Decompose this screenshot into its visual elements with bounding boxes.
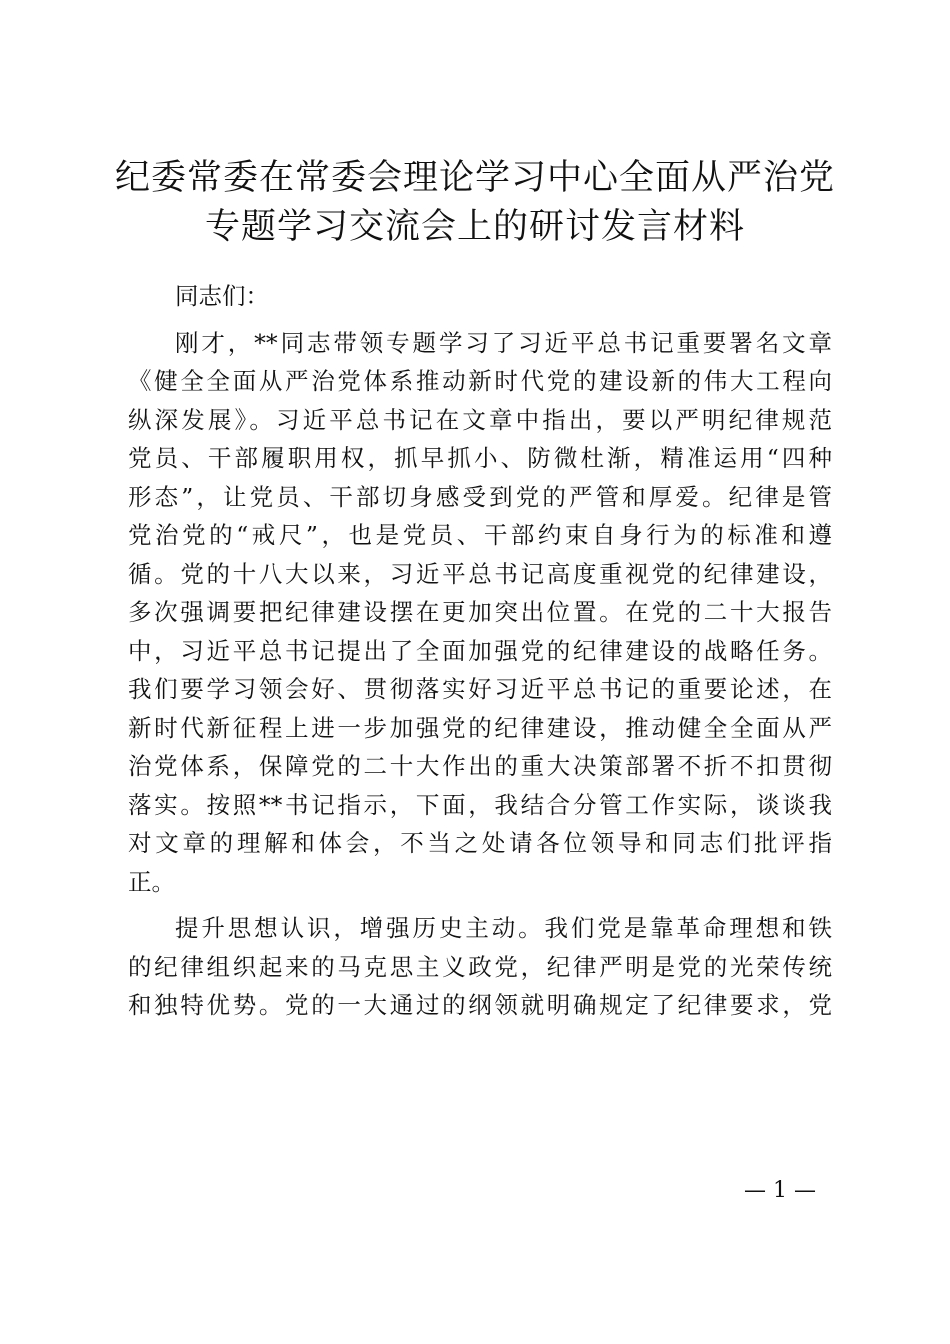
paragraph-line: 我们要学习领会好、贯彻落实好习近平总书记的重要论述，在 xyxy=(128,675,832,703)
paragraph-line: 提升思想认识，增强历史主动。我们党是靠革命理想和铁 xyxy=(175,914,832,942)
paragraph-line: 刚才，**同志带领专题学习了习近平总书记重要署名文章 xyxy=(175,328,832,357)
paragraph-line: 党治党的“戒尺”，也是党员、干部约束自身行为的标准和遵 xyxy=(128,521,832,549)
title-line: 专题学习交流会上的研讨发言材料 xyxy=(204,207,745,247)
document-title xyxy=(100,154,850,252)
paragraph-line: 治党体系，保障党的二十大作出的重大决策部署不折不扣贯彻 xyxy=(128,752,832,780)
paragraph-line: 纵深发展》。习近平总书记在文章中指出，要以严明纪律规范 xyxy=(128,405,832,434)
paragraph-line: 新时代新征程上进一步加强党的纪律建设，推动健全全面从严 xyxy=(128,713,832,742)
paragraph-line: 正。 xyxy=(128,867,175,896)
paragraph-line: 《健全全面从严治党体系推动新时代党的建设新的伟大工程向 xyxy=(128,367,832,395)
paragraph-line: 党员、干部履职用权，抓早抓小、防微杜渐，精准运用“四种 xyxy=(128,444,832,472)
page-number: — 1 — xyxy=(744,1178,816,1203)
paragraph-2 xyxy=(128,909,832,1025)
salutation: 同志们： xyxy=(175,282,269,310)
paragraph-line: 落实。按照**书记指示，下面，我结合分管工作实际，谈谈我 xyxy=(128,790,832,819)
paragraph-spacer xyxy=(128,901,832,909)
paragraph-line: 循。党的十八大以来，习近平总书记高度重视党的纪律建设， xyxy=(128,559,832,588)
paragraph-1 xyxy=(128,324,832,902)
document-body xyxy=(128,277,832,1025)
paragraph-line: 多次强调要把纪律建设摆在更加突出位置。在党的二十大报告 xyxy=(128,598,832,626)
paragraph-line: 中，习近平总书记提出了全面加强党的纪律建设的战略任务。 xyxy=(128,636,832,665)
paragraph-line: 和独特优势。党的一大通过的纲领就明确规定了纪律要求，党 xyxy=(128,991,832,1019)
paragraph-line: 对文章的理解和体会，不当之处请各位领导和同志们批评指 xyxy=(128,829,832,857)
title-line: 纪委常委在常委会理论学习中心全面从严治党 xyxy=(114,158,835,198)
paragraph-line: 形态”，让党员、干部切身感受到党的严管和厚爱。纪律是管 xyxy=(128,482,832,511)
paragraph-line: 的纪律组织起来的马克思主义政党，纪律严明是党的光荣传统 xyxy=(128,952,832,981)
paragraph-spacer xyxy=(128,316,832,324)
